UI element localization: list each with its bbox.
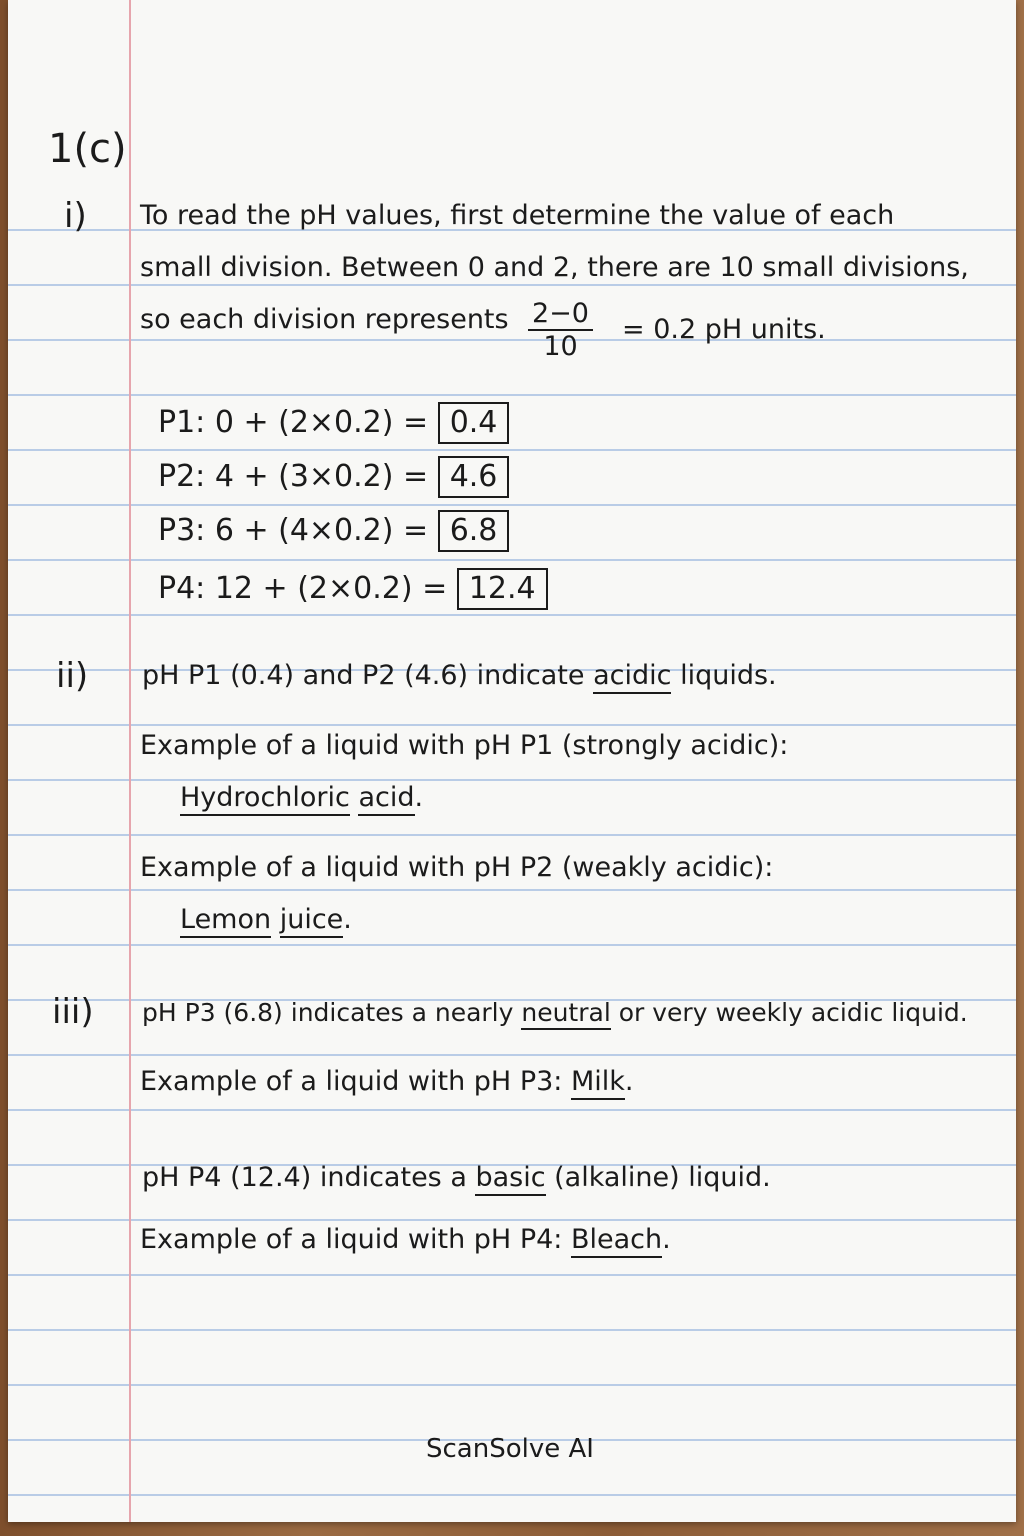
example-p4-prompt: Example of a liquid with pH P4:	[140, 1224, 571, 1255]
part-i-line-3-prefix: so each division represents	[140, 304, 509, 335]
part-iii-underlined-neutral: neutral	[521, 998, 610, 1030]
equation-p3	[158, 510, 509, 552]
part-i-line-1: To read the pH values, first determine the value of each	[140, 200, 895, 231]
example-p2-prompt: Example of a liquid with pH P2 (weakly acidic):	[140, 852, 774, 883]
example-p3	[140, 1066, 634, 1097]
example-p4-answer-end: .	[662, 1224, 671, 1255]
part-iii-line-2-text-b: (alkaline) liquid.	[545, 1162, 771, 1193]
example-p1-answer	[180, 782, 423, 813]
example-p3-answer-end: .	[624, 1066, 634, 1097]
part-i-line-2: small division. Between 0 and 2, there are 10 small divisions,	[140, 252, 969, 283]
division-fraction	[528, 298, 593, 362]
equation-p4	[158, 568, 548, 610]
example-p1-prompt: Example of a liquid with pH P1 (strongly acidic):	[140, 730, 789, 761]
part-iii-line-2-text-a: pH P4 (12.4) indicates a	[142, 1162, 476, 1193]
example-p3-answer: Milk	[571, 1066, 625, 1100]
equation-p1-answer: 0.4	[438, 402, 510, 444]
equation-p3-lhs: P3: 6 + (4×0.2) =	[158, 513, 429, 548]
part-iii-line-1-text-b: or very weekly acidic liquid.	[610, 998, 968, 1027]
example-p2-answer-a: Lemon	[180, 904, 271, 938]
notebook-page	[8, 0, 1016, 1522]
footer-watermark: ScanSolve AI	[426, 1434, 594, 1464]
equation-p3-answer: 6.8	[438, 510, 510, 552]
equation-p1	[158, 402, 509, 444]
part-iii-line-2	[142, 1162, 771, 1193]
example-p2-answer	[180, 904, 352, 935]
part-ii-underlined-acidic: acidic	[593, 660, 671, 694]
equation-p2-lhs: P2: 4 + (3×0.2) =	[158, 459, 429, 494]
part-i-label: i)	[64, 196, 87, 236]
equation-p2	[158, 456, 509, 498]
example-p2-answer-b: juice	[280, 904, 344, 938]
equation-p4-lhs: P4: 12 + (2×0.2) =	[158, 571, 448, 606]
part-ii-line-1	[142, 660, 777, 691]
part-ii-line-1-text-b: liquids.	[671, 660, 777, 691]
part-iii-underlined-basic: basic	[475, 1162, 545, 1196]
example-p4-answer: Bleach	[571, 1224, 662, 1258]
equation-p4-answer: 12.4	[457, 568, 548, 610]
part-iii-label: iii)	[52, 992, 94, 1032]
margin-line	[129, 0, 131, 1522]
equation-p2-answer: 4.6	[438, 456, 510, 498]
example-p1-answer-end: .	[414, 782, 424, 813]
example-p1-answer-b: acid	[358, 782, 414, 816]
example-p3-prompt: Example of a liquid with pH P3:	[140, 1066, 571, 1097]
part-ii-line-1-text-a: pH P1 (0.4) and P2 (4.6) indicate	[142, 660, 594, 691]
example-p4	[140, 1224, 671, 1255]
part-i-line-3-suffix: = 0.2 pH units.	[622, 314, 826, 345]
question-number: 1(c)	[48, 126, 127, 172]
part-iii-line-1-text-a: pH P3 (6.8) indicates a nearly	[142, 998, 522, 1027]
example-p1-answer-a: Hydrochloric	[180, 782, 350, 816]
equation-p1-lhs: P1: 0 + (2×0.2) =	[158, 405, 429, 440]
fraction-numerator: 2−0	[528, 298, 593, 331]
part-iii-line-1	[142, 998, 968, 1027]
part-ii-label: ii)	[56, 656, 89, 696]
example-p2-answer-end: .	[343, 904, 352, 935]
fraction-denominator: 10	[543, 331, 578, 362]
